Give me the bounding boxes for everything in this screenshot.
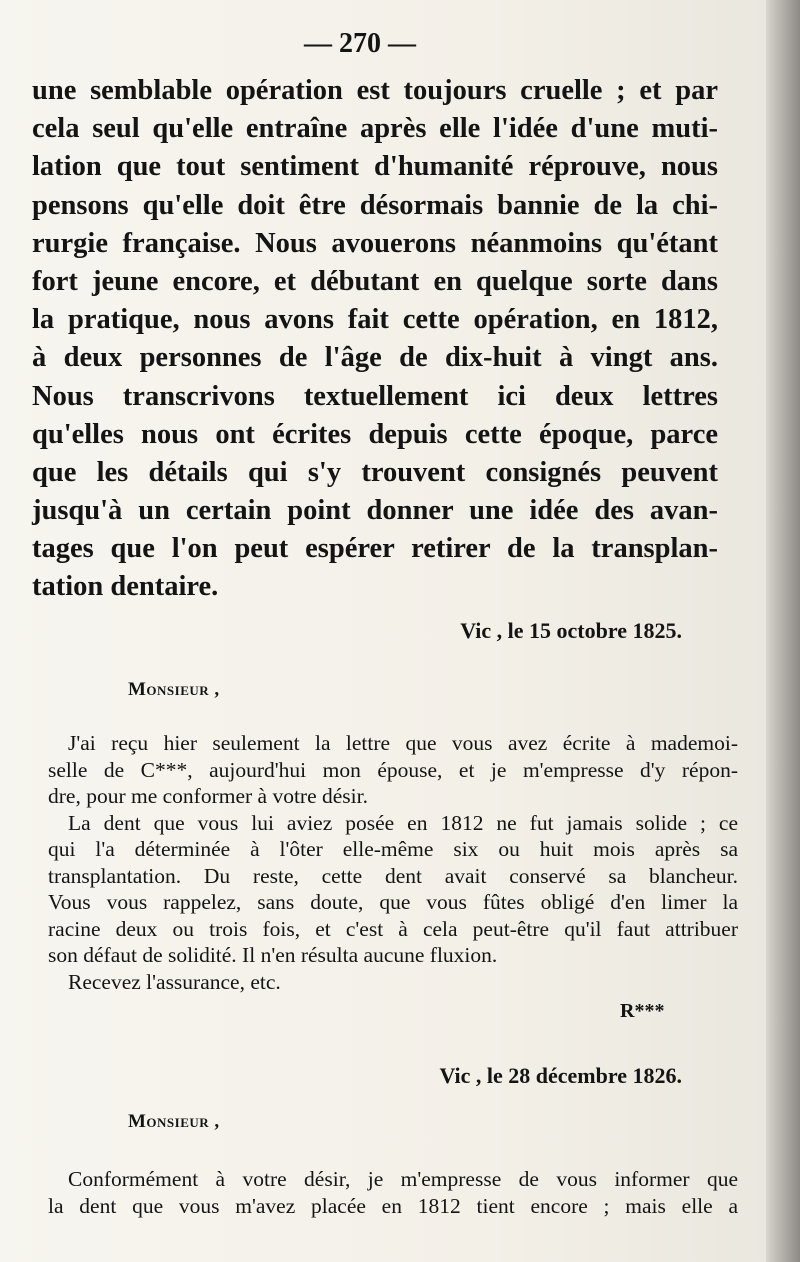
letter-line: J'ai reçu hier seulement la lettre que vous avez écrite à mademoi- [68,731,738,755]
letter-line: la dent que vous m'avez placée en 1812 tient encore ; mais elle a [48,1193,738,1218]
letter-line: La dent que vous lui aviez posée en 1812 ne fut jamais solide ; ce [68,810,738,835]
letter1-body [48,730,738,995]
page-edge [766,0,800,1262]
text-line: à deux personnes de l'âge de dix-huit à vingt ans. [32,342,718,374]
letter1-signature: R*** [620,1000,665,1022]
text-line: tation dentaire. [32,571,219,603]
letter2-body [48,1166,738,1219]
letter-line: Vous vous rappelez, sans doute, que vous fûtes obligé d'en limer la [48,890,738,914]
letter1-salutation: Monsieur , [128,679,220,700]
text-line: pensons qu'elle doit être désormais bannie de la chi- [32,189,718,221]
text-line: une semblable opération est toujours cruelle ; et par [32,75,718,106]
text-line: Nous transcrivons textuellement ici deux lettres [32,380,718,412]
letter1-date: Vic , le 15 octobre 1825. [460,618,682,643]
text-line: fort jeune encore, et débutant en quelque sorte dans [32,265,718,297]
letter2-salutation: Monsieur , [128,1111,220,1132]
letter-line: dre, pour me conformer à votre désir. [48,784,368,808]
letter-line: selle de C***, aujourd'hui mon épouse, et je m'empresse d'y répon- [48,757,738,782]
letter-line: transplantation. Du reste, cette dent avait conservé sa blancheur. [48,863,738,888]
letter-line: qui l'a déterminée à l'ôter elle-même six ou huit mois après sa [48,837,738,861]
text-line: rurgie française. Nous avouerons néanmoins qu'étant [32,227,718,259]
text-line: lation que tout sentiment d'humanité réprouve, nous [32,151,718,183]
text-line: la pratique, nous avons fait cette opération, en 1812, [32,304,718,336]
main-paragraph [32,72,718,607]
text-line: que les détails qui s'y trouvent consignés peuvent [32,456,718,488]
letter-line: son défaut de solidité. Il n'en résulta aucune fluxion. [48,943,498,967]
letter-line: Recevez l'assurance, etc. [68,969,281,994]
letter-line: racine deux ou trois fois, et c'est à cela peut-être qu'il faut attribuer [48,916,738,941]
text-line: qu'elles nous ont écrites depuis cette époque, parce [32,418,718,450]
letter2-date: Vic , le 28 décembre 1826. [439,1063,682,1088]
text-line: cela seul qu'elle entraîne après elle l'idée d'une muti- [32,113,718,145]
page-number: — 270 — [304,28,416,59]
letter-line: Conformément à votre désir, je m'empresse de vous informer que [68,1167,738,1191]
text-line: jusqu'à un certain point donner une idée des avan- [32,495,718,527]
text-line: tages que l'on peut espérer retirer de la transplan- [32,533,718,565]
